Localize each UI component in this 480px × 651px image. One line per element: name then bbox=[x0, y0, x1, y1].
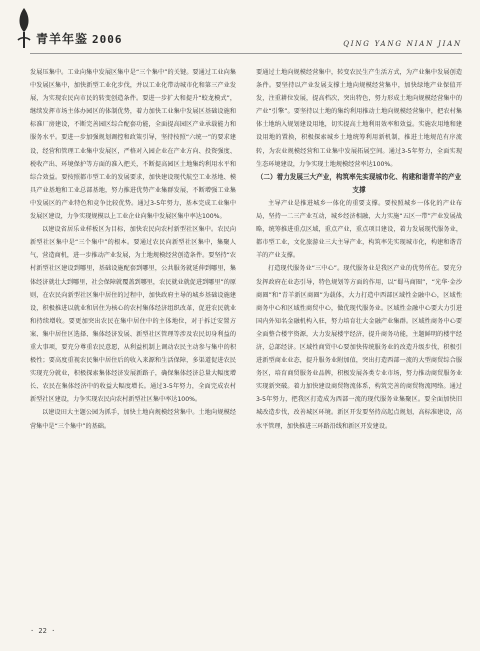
lead-paragraph: 以建设田大主题公园为抓手，加快土地向规模经营集中。土地向规模经营集中是“三个集中”的基础。 bbox=[30, 409, 236, 430]
right-column bbox=[256, 66, 462, 433]
lead-paragraph: 打造现代服务业“三中心”。现代服务业是我区产业的优势所在。要充分发挥政府在业态引导，特色规划等方面的作用，以“蜀马商圈”，“光华·金沙商圈”和“青羊新区商圈”为载体，大力打造中西部区域性金融中心，区域性商务中心和区域性商贸中心，做优现代服务业。区域性金融中心要大力引进国内外知名金融机构入驻，努力培育壮大金融产业集群。区域性商务中心要全面整合楼宇资源，大力发展楼宇经济，提升商务功能，主题鲜明的楼宇经济，总部经济。区域性商贸中心要加快传统服务业的改造升级步伐，积极引进新型商业业态，提升服务业附加值，突出打造西部一流的大型商贸综合服务区，培育商贸服务业品牌，积极发展各类专业市场，努力推动商贸服务业实现新突破。着力加快建设商贸物流体系，构筑完善的商贸物流网络。通过3-5年努力，把我区打造成为西部一流的现代服务业集聚区。要全面加快旧城改造步伐，改善城区环境。新区开发要坚持高起点规划，高标准建设，高水平管理，加快推进三环路沿线和新区开发建设。 bbox=[256, 265, 462, 430]
yearbook-brand bbox=[36, 30, 123, 47]
header-rule bbox=[30, 53, 462, 54]
body-paragraph: 要通过土地向规模经营集中，转变农民生产生活方式，为产业集中发展创造条件。要坚持以产业发展支撑土地向规模经营集中，加快绿地产业保值开发，注重耕位发展，提高档次，突出特色，努力形成土地向规模经营集中的产业“引擎”。要坚持以土地的集约利用推动土地向规模经营集中，把农村集体土地纳入规划建设用地，切实提高土地利用效率和效益。实施农用地和建设用地的置换，积极探索城乡土地统筹利用新机制，推进土地规范有序流转，为农业规模经营和工业集中发展拓展空间。通过3-5年努力，全面实现生态环境建设，力争实现土地规模经营率达100%。 bbox=[256, 69, 462, 168]
page-number: · 22 · bbox=[30, 627, 56, 635]
body-paragraph: 发展压集中。工业向集中发展区集中是“三个集中”的关键。要通过工业向集中发展区集中，加快新型工业化步伐，并以工业化带动城市化和第三产业发展，为实现农民向市民的转变创造条件。要进一步扩大和提升“蛟龙模式”，继续发挥市场主体办园区的体制优势，着力加快工业集中发展区基础设施和标准厂房建设，不断完善园区综合配套功能，全面提高园区产业承载能力和服务水平。要进一步加强规划调控和政策引导，坚持按照“六统一”的要求建设，经营和管理工业集中发展区，严格对入园企业在产业方向、投资强度、税收产出、环境保护等方面的准入把关，不断提高园区土地集约利用水平和综合效益。要按照都市型工业的发展要求，加快建设现代航空工业基地、模具产业基地和工业总部基地，努力推进优势产业集群发展，不断增强工业集中发展区的产业特色和竞争比较优势。通过3-5年努力，基本完成工业集中发展区建设，力争实现规模以上工业企业向集中发展区集中率达100%。 bbox=[30, 69, 236, 221]
lead-paragraph: 以建设省居乐业样板区为目标，加快农民向农村新型社区集中。农民向新型社区集中是“三个集中”的根本。要通过农民向新型社区集中，集聚人气，营造商机，进一步推动产业发展，为土地规模经营创造条件。要坚持“农村新型社区建设到哪里，基础设施配套到哪里，公共服务就延伸到哪里，集体经济就壮大到哪里，社会保障就覆盖到哪里，农民就业就促进到哪里”的原则，在农民向新型社区集中居住的过程中，加快政府主导的城乡基础设施建设，积极推进以就业和居住为核心的农村集体经济组织改革，促进农民就业和持续增收。要更加突出农民在集中居住中的主体地位，对于拆迁安置方案、集中居住区选择、集体经济发展、新型社区管理等涉及农民切身利益的重大事项，要充分尊重农民意愿，从利益机制上调动农民主动参与集中的积极性；要高度重视农民集中居住后的收入来源和生活保障，多渠道促进农民实现充分就业，积极探索集体经济发展新路子，确保集体经济总量大幅度增长、农民在集体经济中的收益大幅度增长。通过3-5年努力，全面完成农村新型社区建设，力争实现农民向农村新型社区集中率达100%。 bbox=[30, 226, 236, 404]
page-header bbox=[0, 0, 480, 58]
left-column bbox=[30, 66, 236, 433]
yearbook-logo-icon bbox=[14, 6, 34, 50]
brand-year: 2006 bbox=[92, 33, 123, 46]
body-paragraph: 主导产业是推进城乡一体化的重要支撑。要按照城乡一体化的产业布局，坚持一二三产业互动，城乡经济相融，大力实施“五区一带”产业发展战略，统筹推进重点区域，重点产业，重点项目建设，着力发展现代服务业，都市型工业，文化旅游业三大主导产业，构筑率先实现城市化，构建和谐青羊的产业支撑。 bbox=[256, 199, 462, 260]
brand-title: 青羊年鉴 bbox=[36, 32, 89, 46]
running-title: QING YANG NIAN JIAN bbox=[343, 40, 462, 48]
section-heading: （二）着力发展三大产业，构筑率先实现城市化、构建和谐青羊的产业支撑 bbox=[256, 172, 462, 194]
